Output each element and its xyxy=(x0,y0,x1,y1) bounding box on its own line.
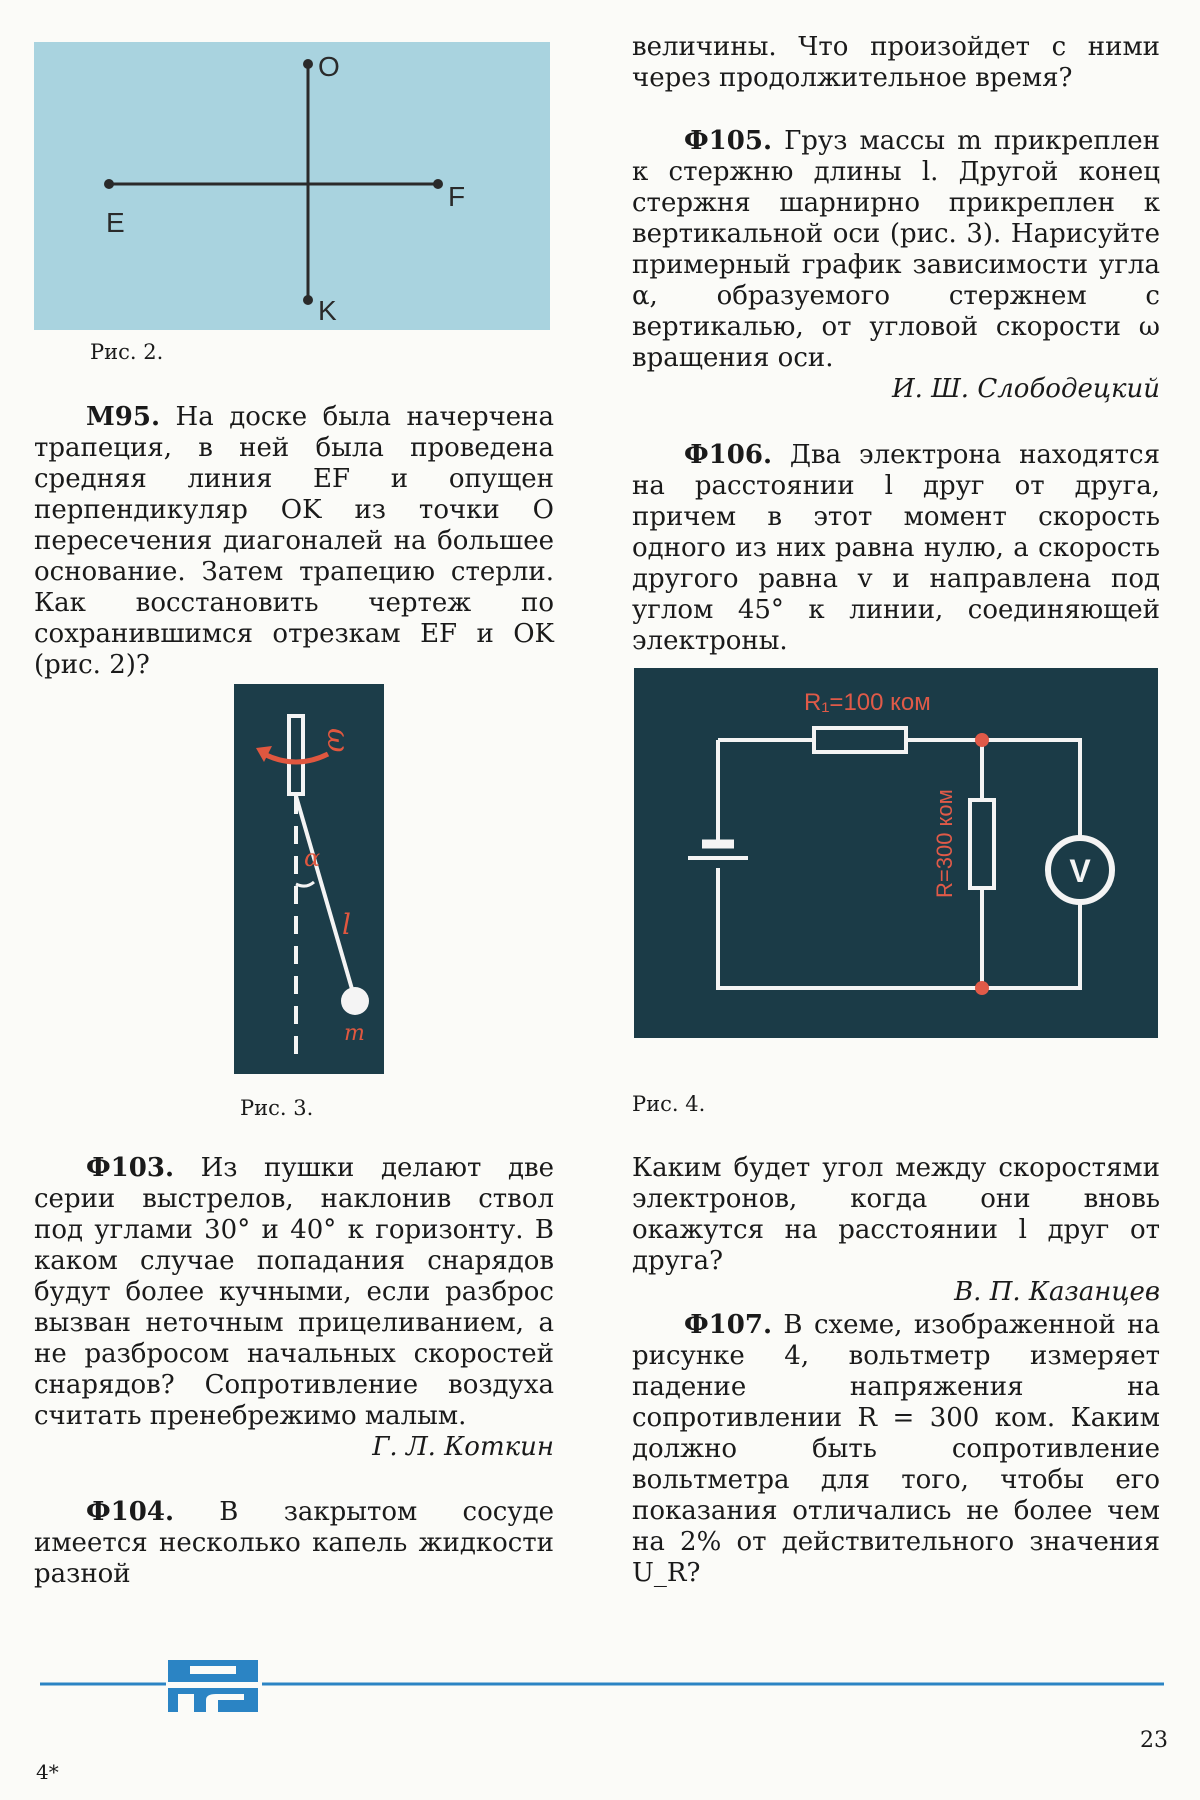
point-k xyxy=(303,295,313,305)
problem-f104-text: В закрытом сосуде имеется несколько капель жидкости разной xyxy=(34,1497,554,1589)
problem-f103 xyxy=(34,1153,554,1463)
label-k: K xyxy=(318,295,337,326)
junction-bottom xyxy=(975,981,989,995)
alpha-label: α xyxy=(304,844,321,872)
problem-f103-text: Из пушки делают две серии выстрелов, наклонив ствол под углами 30° и 40° к горизонту. В каком случае попадания снарядов будут более кучными, если разброс вызван неточным прицеливанием, а не разбросом начальных скоростей снарядов? Сопротивление воздуха считать пренебрежимо малым. xyxy=(34,1153,554,1431)
problem-f106-text: Два электрона находятся на расстоянии l друг от друга, причем в этот момент скорость одного из них равна нулю, а скорость другого равна v и направлена под углом 45° к линии, соединяющей электроны. xyxy=(632,440,1161,656)
problem-m95-text: На доске была начерчена трапеция, в ней была проведена средняя линия EF и опущен перпендикуляр OK из точки O пересечения диагоналей на большее основание. Затем трапецию стерли. Как восстановить чертеж по сохранившимся отрезкам EF и OK (рис. 2)? xyxy=(34,402,554,680)
problem-f103-author: Г. Л. Коткин xyxy=(372,1432,554,1462)
problem-f103-label: Ф103. xyxy=(86,1153,174,1183)
voltmeter-label: V xyxy=(1069,853,1091,889)
problem-m95-label: М95. xyxy=(86,402,161,432)
point-f xyxy=(433,179,443,189)
problem-f104-continuation-text: величины. Что произойдет с ними через продолжительное время? xyxy=(632,32,1160,93)
problem-f105-text: Груз массы m прикреплен к стержню длины l. Другой конец стержня шарнирно прикреплен к вертикальной оси (рис. 3). Нарисуйте примерный график зависимости угла α, образуемого стержнем с вертикалью, от угловой скорости ω вращения оси. xyxy=(632,126,1160,373)
problem-f107-text: В схеме, изображенной на рисунке 4, вольтметр измеряет падение напряжения на сопротивлении R = 300 ком. Каким должно быть сопротивление вольтметра для того, чтобы его показания отличались не более чем на 2% от действительного значения U_R? xyxy=(632,1310,1161,1588)
label-o: O xyxy=(318,51,340,82)
problem-f104-label: Ф104. xyxy=(86,1497,174,1527)
length-label: l xyxy=(342,908,351,941)
r1-label: R₁=100 ком xyxy=(804,689,931,716)
junction-top xyxy=(975,733,989,747)
signature-mark: 4* xyxy=(36,1760,59,1784)
label-f: F xyxy=(448,181,466,212)
figure-3-background xyxy=(234,684,384,1074)
journal-logo-icon xyxy=(168,1660,258,1712)
problem-f106-continuation-text: Каким будет угол между скоростями электронов, когда они вновь окажутся на расстоянии l друг от друга? xyxy=(632,1153,1160,1276)
figure-3 xyxy=(234,684,384,1074)
problem-f106 xyxy=(632,440,1160,657)
problem-f106-author: В. П. Казанцев xyxy=(954,1277,1160,1307)
figure-4-caption: Рис. 4. xyxy=(632,1092,706,1116)
mass-label: m xyxy=(344,1021,365,1046)
r-label: R=300 ком xyxy=(932,789,957,898)
problem-m95 xyxy=(34,402,554,681)
problem-f105 xyxy=(632,126,1160,405)
point-o xyxy=(303,59,313,69)
point-e xyxy=(104,179,114,189)
problem-f106-label: Ф106. xyxy=(684,440,772,470)
figure-2-caption: Рис. 2. xyxy=(90,340,164,364)
label-e: E xyxy=(106,207,125,238)
pendulum-mass xyxy=(341,987,369,1015)
page-number: 23 xyxy=(1140,1728,1168,1753)
figure-2 xyxy=(34,42,550,330)
problem-f107 xyxy=(632,1310,1160,1589)
figure-4 xyxy=(634,668,1158,1038)
footer-rule xyxy=(40,1652,1164,1722)
problem-f107-label: Ф107. xyxy=(684,1310,772,1340)
figure-3-caption: Рис. 3. xyxy=(240,1096,314,1120)
omega-label: ω xyxy=(320,728,355,753)
problem-f106-continuation xyxy=(632,1153,1160,1308)
problem-f104-continuation xyxy=(632,32,1160,94)
problem-f105-label: Ф105. xyxy=(684,126,772,156)
problem-f105-author: И. Ш. Слободецкий xyxy=(891,374,1160,404)
problem-f104 xyxy=(34,1497,554,1590)
